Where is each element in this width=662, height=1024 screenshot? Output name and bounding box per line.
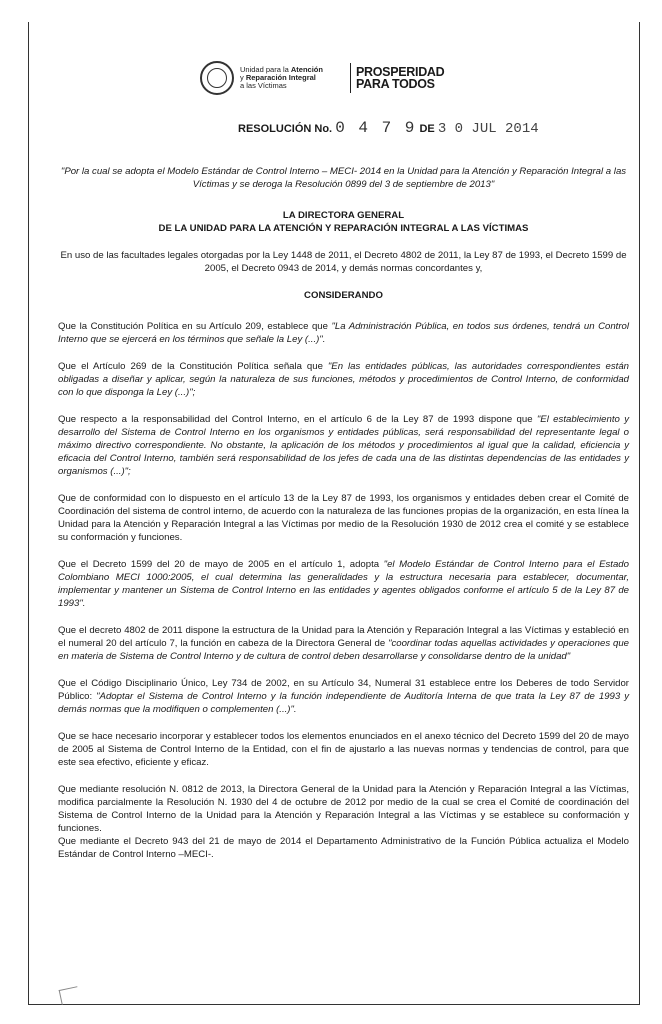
resolution-subject: "Por la cual se adopta el Modelo Estándar de Control Interno – MECI- 2014 en la Unidad para la Atención y Reparación Integral a las Víctimas y se deroga la Resolución 0899 del 3 de septiembre de 2013" — [60, 166, 627, 190]
document-header — [200, 58, 470, 98]
logo-divider — [350, 63, 351, 93]
paragraph-decreto-943: Que mediante el Decreto 943 del 21 de mayo de 2014 el Departamento Administrativo de la Función Pública actualiza el Modelo Estándar de Control Interno –MECI-. — [58, 836, 629, 860]
resolution-number: 0 4 7 9 — [335, 119, 417, 137]
paragraph-codigo-disciplinario: Que el Código Disciplinario Único, Ley 734 de 2002, en su Artículo 34, Numeral 31 establece entre los Deberes de todo Servidor Público: "Adoptar el Sistema de Control Interno y la función independiente de Auditoría Interna de que trata la Ley 87 de 1993 y demás normas que la modifiquen o complementen (...)". — [58, 678, 630, 715]
document-body — [58, 165, 629, 861]
paragraph-decreto-4802: Que el decreto 4802 de 2011 dispone la estructura de la Unidad para la Atención y Reparación Integral a las Víctimas y estableció en el numeral 20 del artículo 7, la función en cabeza de la Directora General de "coordinar todas aquellas actividades y operaciones que en materia de Sistema de Control Interno y de cultura de control deben desarrollarse y consolidarse dentro de la unidad" — [58, 625, 629, 662]
paragraph-incorporar: Que se hace necesario incorporar y establecer todos los elementos enunciados en el anexo técnico del Decreto 1599 del 20 de mayo de 2005 al Sistema de Control Interno de la Entidad, con el fin de ajustarlo a las nuevas normas y tendencias de control, para que este sea efectivo, eficiente y eficaz. — [58, 731, 629, 768]
resolution-date: 3 0 JUL 2014 — [437, 121, 539, 137]
paragraph-article-209: Que la Constitución Política en su Artículo 209, establece que "La Administración Pública, en todos sus órdenes, tendrá un Control Interno que se ejercerá en los términos que señale la Ley (...)". — [58, 321, 629, 345]
resolution-number-line — [238, 119, 539, 137]
paragraph-resolucion-0812: Que mediante resolución N. 0812 de 2013, la Directora General de la Unidad para la Atención y Reparación Integral a las Víctimas, modifica parcialmente la Resolución N. 1930 del 4 de octubre de 2012 por medio de la cual se crea el Comité de coordinación del Sistema de Control Interno de la Unidad para la Atención y Reparación Integral a las Víctimas y se establece su conformación y funciones. — [58, 784, 629, 834]
preamble: En uso de las facultades legales otorgadas por la Ley 1448 de 2011, el Decreto 4802 de 2011, la Ley 87 de 1993, el Decreto 1599 de 2005, el Decreto 0943 de 2014, y demás normas concordantes y, — [60, 250, 627, 274]
unit-logo-text: Unidad para la Atención y Reparación Integral a las Víctimas — [240, 65, 323, 90]
considerando-heading: CONSIDERANDO — [304, 290, 383, 301]
paragraph-article-269: Que el Artículo 269 de la Constitución Política señala que "En las entidades públicas, las autoridades correspondientes están obligadas a diseñar y aplicar, según la naturaleza de sus funciones, métodos y procedimientos de Control Interno, de conformidad con lo que disponga la Ley (...)"; — [58, 361, 629, 398]
authority-title-line1: LA DIRECTORA GENERAL — [282, 210, 405, 221]
resolution-label: RESOLUCIÓN No. — [238, 123, 333, 135]
paragraph-responsabilidad: Que respecto a la responsabilidad del Control Interno, en el artículo 6 de la Ley 87 de 1993 dispone que "El establecimiento y desarrollo del Sistema de Control Interno en los organismos y entidades públicas, será responsabilidad del representante legal o máximo directivo correspondiente. No obstante, la aplicación de los métodos y procedimientos al igual que la calidad, eficiencia y eficacia del Control Interno, también será responsabilidad de los jefes de cada una de las distintas dependencias de las entidades y organismos (...)"; — [58, 414, 629, 477]
paragraph-decreto-1599: Que el Decreto 1599 del 20 de mayo de 2005 en el artículo 1, adopta "el Modelo Estándar de Control Interno para el Estado Colombiano MECI 1000:2005, el cual determina las generalidades y la estructura necesaria para establecer, documentar, implementar y mantener un Sistema de Control Interno en las entidades y agentes obligados conforme el artículo 5 de la Ley 87 de 1993". — [58, 559, 629, 609]
resolution-date-prefix: DE — [419, 123, 435, 135]
prosperidad-logo: PROSPERIDAD PARA TODOS — [356, 65, 445, 91]
authority-title-line2: DE LA UNIDAD PARA LA ATENCIÓN Y REPARACIÓN INTEGRAL A LAS VÍCTIMAS — [158, 223, 529, 234]
national-seal-icon — [200, 61, 234, 95]
paragraph-comite: Que de conformidad con lo dispuesto en el artículo 13 de la Ley 87 de 1993, los organismos y entidades deben crear el Comité de Coordinación del sistema de control interno, de acuerdo con la naturaleza de las funciones propias de la organización, en esta línea la Unidad para la Atención y Reparación Integral a las Víctimas por medio de la Resolución 1930 de 2012 crea el comité y se establece su conformación y funciones. — [58, 493, 629, 543]
